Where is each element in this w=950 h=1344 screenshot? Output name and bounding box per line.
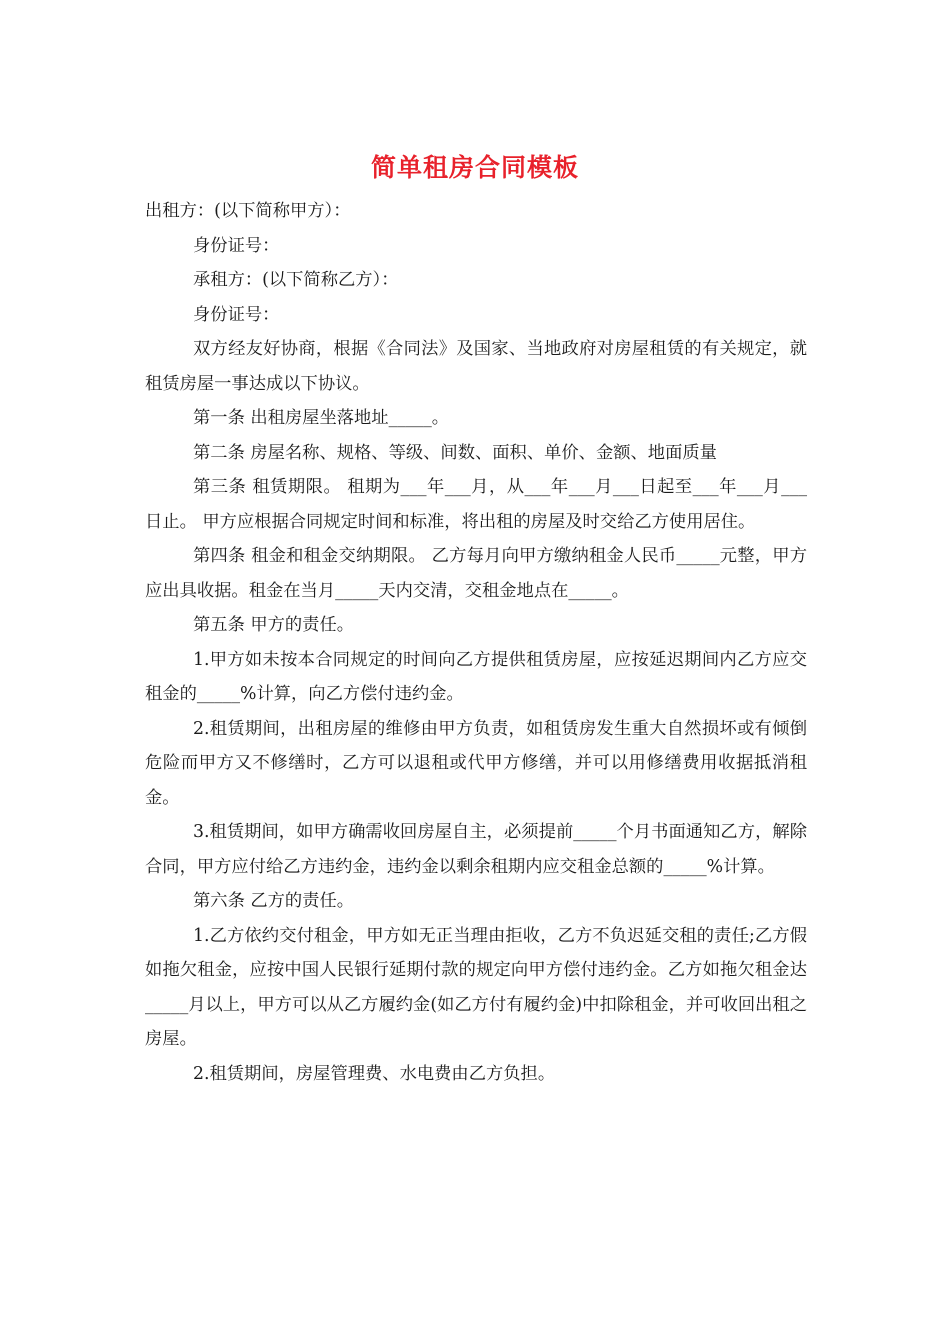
- article-6-clause-2: 2.租赁期间，房屋管理费、水电费由乙方负担。: [193, 1063, 556, 1084]
- article-5-heading: 第五条 甲方的责任。: [193, 615, 355, 635]
- lessor-id-line: 身份证号：: [193, 235, 280, 256]
- document-body: [145, 194, 807, 1091]
- lessee-line: 承租方：(以下简称乙方）：: [193, 270, 399, 290]
- preamble-paragraph: 双方经友好协商，根据《合同法》及国家、当地政府对房屋租赁的有关规定，就租赁房屋一事达成以下协议。: [145, 339, 807, 394]
- article-2: 第二条 房屋名称、规格、等级、间数、面积、单价、金额、地面质量: [193, 442, 717, 463]
- article-4: 第四条 租金和租金交纳期限。 乙方每月向甲方缴纳租金人民币_____元整，甲方应出具收据。租金在当月_____天内交清，交租金地点在_____。: [145, 546, 807, 601]
- article-6-heading: 第六条 乙方的责任。: [193, 891, 355, 911]
- article-1: 第一条 出租房屋坐落地址_____。: [193, 408, 450, 428]
- article-3: 第三条 租赁期限。 租期为___年___月，从___年___月___日起至___年___月___日止。 甲方应根据合同规定时间和标准，将出租的房屋及时交给乙方使用居住。: [145, 477, 807, 532]
- document-title: 简单租房合同模板: [370, 153, 579, 182]
- lessee-id-line: 身份证号：: [193, 304, 280, 325]
- article-5-clause-3: 3.租赁期间，如甲方确需收回房屋自主，必须提前_____个月书面通知乙方，解除合同，甲方应付给乙方违约金，违约金以剩余租期内应交租金总额的_____%计算。: [145, 822, 807, 877]
- article-5-clause-2: 2.租赁期间，出租房屋的维修由甲方负责，如租赁房发生重大自然损坏或有倾倒危险而甲方又不修缮时，乙方可以退租或代甲方修缮，并可以用修缮费用收据抵消租金。: [145, 718, 807, 808]
- article-6-clause-1: 1.乙方依约交付租金，甲方如无正当理由拒收，乙方不负迟延交租的责任;乙方假如拖欠租金，应按中国人民银行延期付款的规定向甲方偿付违约金。乙方如拖欠租金达_____月以上，甲方可以从乙方履约金(如乙方付有履约金)中扣除租金，并可收回出租之房屋。: [145, 925, 807, 1049]
- article-5-clause-1: 1.甲方如未按本合同规定的时间向乙方提供租赁房屋，应按延迟期间内乙方应交租金的_____%计算，向乙方偿付违约金。: [145, 649, 807, 704]
- lessor-line: 出租方：(以下简称甲方）：: [145, 201, 351, 221]
